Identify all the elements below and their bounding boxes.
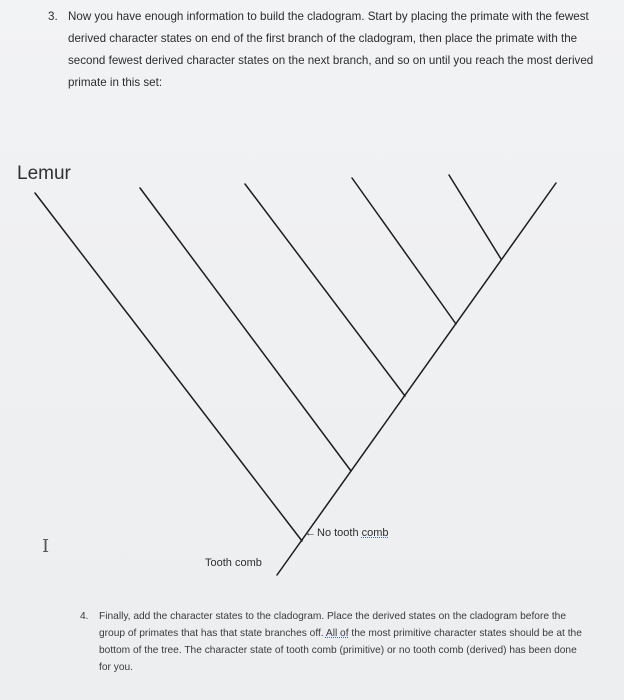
branch-2 xyxy=(140,188,351,471)
lemur-label: Lemur xyxy=(17,163,71,184)
question-3-text: Now you have enough information to build the cladogram. Start by placing the primate with the fewest derived character states on end of the first branch of the cladogram, then place the primate with the second fewest derived character states on the next branch, and so on until you reach the most derived primate in this set: xyxy=(68,10,594,89)
branch-5 xyxy=(449,175,501,259)
question-4-text-link: All of xyxy=(325,628,349,639)
derived-state-word: comb xyxy=(361,527,389,539)
question-4-text-before: Finally, add the character states to the cladogram. Place the derived states on the cladogram before the group of primates that has that state branches off. xyxy=(99,611,567,639)
text-cursor-icon: I xyxy=(42,536,50,557)
branch-lemur xyxy=(35,193,302,541)
question-4-text-after: the most primitive character states should be at the bottom of the tree. The character state of tooth comb (primitive) or no tooth comb (derived) has been done for you. xyxy=(99,628,582,673)
branch-4 xyxy=(352,178,456,324)
primitive-state-label: Tooth comb xyxy=(205,557,262,569)
question-3-number: 3. xyxy=(48,10,58,23)
question-4-text xyxy=(99,608,590,676)
question-4 xyxy=(80,608,590,676)
left-arrow-icon: ← xyxy=(305,527,316,539)
cladogram-trunk xyxy=(277,183,556,575)
branch-3 xyxy=(245,184,405,396)
question-4-number: 4. xyxy=(80,611,89,622)
derived-state-label xyxy=(305,527,389,539)
derived-state-prefix: No tooth xyxy=(317,527,362,539)
